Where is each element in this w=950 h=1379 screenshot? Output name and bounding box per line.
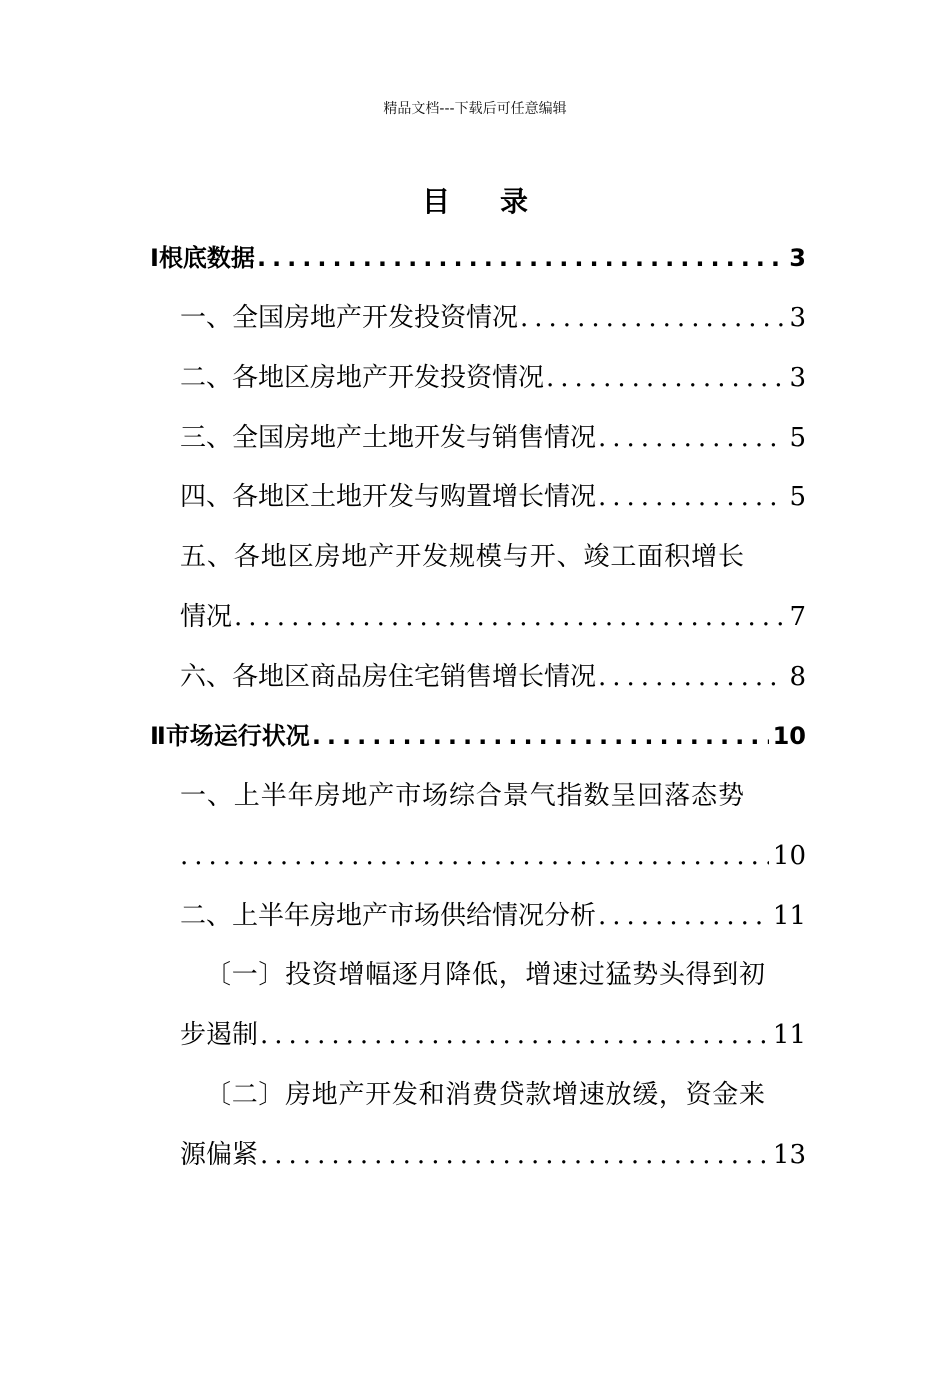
toc-entry-2-2-2-line1[interactable]: 〔二〕房地产开发和消费贷款增速放缓，资金来 [205,1080,766,1110]
toc-entry-2-2-1[interactable] [180,1015,806,1055]
toc-label: 市场运行状况 [165,722,310,750]
toc-page-number: 3 [789,244,806,272]
section-numeral: Ⅰ [150,244,159,272]
toc-entry-1-5[interactable] [180,597,806,637]
toc-label: 一、全国房地产开发投资情况 [180,303,519,333]
toc-leader [180,836,769,876]
toc-label: 情况 [180,602,233,632]
page-header: 精品文档---下载后可任意编辑 [383,101,567,117]
toc-entry-1-5-line1[interactable]: 五、各地区房地产开发规模与开、竣工面积增长 [180,542,745,572]
toc-entry-1-1[interactable] [180,298,806,338]
toc-label: 四、各地区土地开发与购置增长情况 [180,482,597,512]
toc-entry-1-2[interactable] [180,358,806,398]
toc-page-number: 5 [789,423,806,453]
toc-leader [520,298,785,338]
toc-leader [312,716,769,756]
toc-section-1[interactable] [150,238,806,278]
toc-page-number: 5 [789,482,806,512]
toc-page-number: 11 [772,1020,806,1050]
toc-page-number: 7 [789,602,806,632]
section-numeral: Ⅱ [150,722,166,750]
toc-leader [546,358,785,398]
toc-page-number: 8 [789,662,806,692]
toc-page-number: 13 [772,1140,806,1170]
toc-entry-1-3[interactable] [180,418,806,458]
toc-label: 三、全国房地产土地开发与销售情况 [180,423,597,453]
toc-leader [260,1015,769,1055]
toc-label: 二、上半年房地产市场供给情况分析 [180,901,597,931]
toc-page-number: 3 [789,363,806,393]
toc-entry-2-1-line1[interactable]: 一、上半年房地产市场综合景气指数呈回落态势 [180,781,745,811]
toc-entry-2-2[interactable] [180,896,806,936]
toc-leader [598,418,785,458]
toc-label: 步遏制 [180,1020,259,1050]
toc-leader [598,896,769,936]
toc-label: 二、各地区房地产开发投资情况 [180,363,545,393]
toc-page-number: 10 [772,722,806,750]
toc-leader [257,238,785,278]
toc-page-number: 10 [772,841,806,871]
toc-label: 六、各地区商品房住宅销售增长情况 [180,662,597,692]
toc-leader [234,597,785,637]
toc-label: 根底数据 [158,244,255,272]
toc-leader [260,1135,769,1175]
page-title: 目录 [421,185,578,218]
toc-page-number: 3 [789,303,806,333]
toc-entry-2-2-2[interactable] [180,1135,806,1175]
toc-entry-1-6[interactable] [180,657,806,697]
toc-entry-2-2-1-line1[interactable]: 〔一〕投资增幅逐月降低，增速过猛势头得到初 [205,960,766,990]
toc-leader [598,657,785,697]
toc-leader [598,477,785,517]
toc-section-2[interactable] [150,716,806,756]
toc-entry-1-4[interactable] [180,477,806,517]
toc-entry-2-1[interactable] [180,836,806,876]
toc-label: 源偏紧 [180,1140,259,1170]
toc-page-number: 11 [772,901,806,931]
